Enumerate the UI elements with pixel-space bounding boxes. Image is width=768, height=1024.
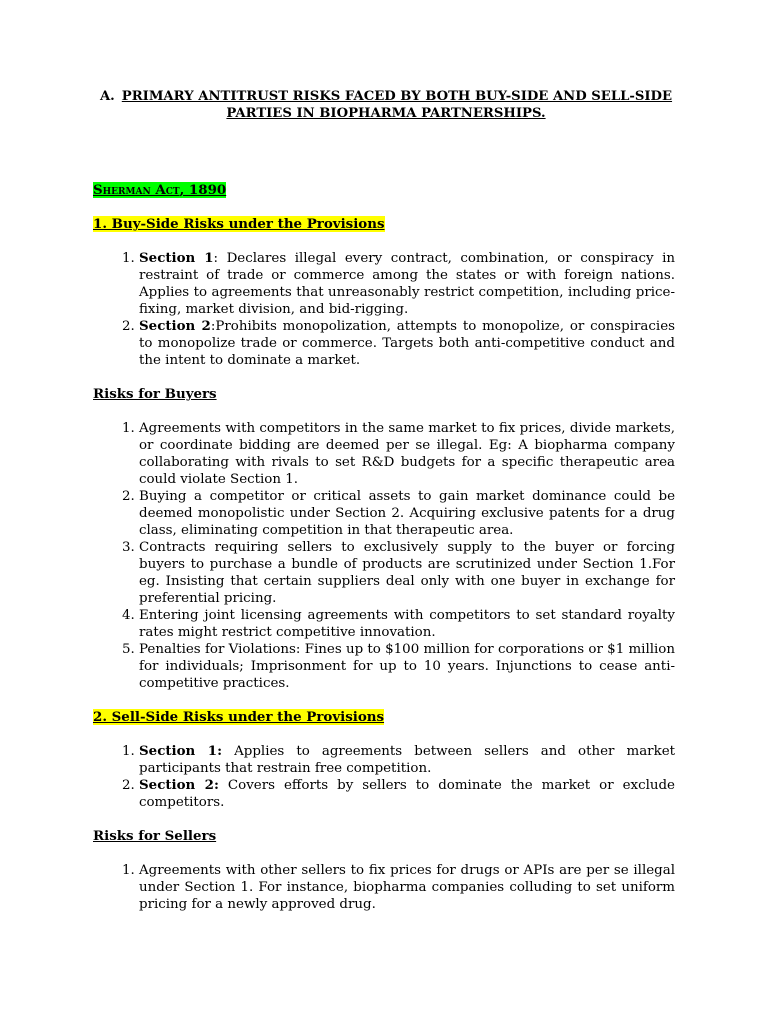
list-item: [139, 318, 675, 369]
sell-side-heading: [93, 709, 675, 726]
provision-text: Applies to agreements between sellers and other market participants that restrain free competition.: [139, 744, 675, 776]
seller-risks-list: [93, 862, 675, 913]
provision-text: Covers efforts by sellers to dominate the market or exclude competitors.: [139, 778, 675, 810]
provision-label: Section 1: [139, 250, 214, 266]
list-item: [139, 250, 675, 318]
act-heading: [93, 182, 675, 199]
buy-side-heading: [93, 216, 675, 233]
list-item: 3. Contracts requiring sellers to exclusively supply to the buyer or forcing buyers to purchase a bundle of products are scrutinized under Section 1.For eg. Insisting that certain suppliers deal only with one buyer in exchange for preferential pricing.: [139, 539, 675, 607]
provision-text: : Declares illegal every contract, combination, or conspiracy in restraint of trade or commerce among the states or with foreign nations. Applies to agreements that unreasonably restrict competition, including price-fixing, market division, and bid-rigging.: [139, 251, 675, 317]
document-page: [93, 88, 675, 913]
provision-label: Section 2: [139, 318, 211, 334]
list-item: 1. Agreements with competitors in the same market to fix prices, divide markets, or coordinate bidding are deemed per se illegal. Eg: A biopharma company collaborating with rivals to set R&D budgets for a specific therapeutic area could violate Section 1.: [139, 420, 675, 488]
provision-label: Section 1:: [139, 743, 223, 759]
buyer-risks-list: [93, 420, 675, 692]
sell-side-provisions-list: [93, 743, 675, 811]
list-item: [139, 777, 675, 811]
act-year: , 1890: [179, 182, 227, 198]
act-name: Sherman Act: [93, 182, 180, 198]
provision-label: Section 2:: [139, 777, 219, 793]
title-text: PRIMARY ANTITRUST RISKS FACED BY BOTH BUY-SIDE AND SELL-SIDE PARTIES IN BIOPHARMA PARTNERSHIPS.: [121, 89, 673, 121]
list-item: 2. Buying a competitor or critical assets to gain market dominance could be deemed monopolistic under Section 2. Acquiring exclusive patents for a drug class, eliminating competition in that therapeutic area.: [139, 488, 675, 539]
list-item: 1. Agreements with other sellers to fix prices for drugs or APIs are per se illegal under Section 1. For instance, biopharma companies colluding to set uniform pricing for a newly approved drug.: [139, 862, 675, 913]
act-heading-highlight: [93, 182, 226, 198]
document-title: [93, 88, 675, 122]
provision-text: :Prohibits monopolization, attempts to monopolize, or conspiracies to monopolize trade or commerce. Targets both anti-competitive conduct and the intent to dominate a market.: [139, 319, 675, 368]
title-marker: A.: [99, 89, 115, 104]
list-item: 4. Entering joint licensing agreements with competitors to set standard royalty rates might restrict competitive innovation.: [139, 607, 675, 641]
seller-risks-heading: Risks for Sellers: [93, 828, 217, 844]
buy-side-provisions-list: [93, 250, 675, 369]
buyer-risks-heading: Risks for Buyers: [93, 386, 217, 402]
list-item: 5. Penalties for Violations: Fines up to $100 million for corporations or $1 million for individuals; Imprisonment for up to 10 years. Injunctions to cease anti-competitive practices.: [139, 641, 675, 692]
sell-side-heading-text: 2. Sell-Side Risks under the Provisions: [93, 709, 385, 725]
list-item: [139, 743, 675, 777]
buy-side-heading-text: 1. Buy-Side Risks under the Provisions: [93, 216, 385, 232]
